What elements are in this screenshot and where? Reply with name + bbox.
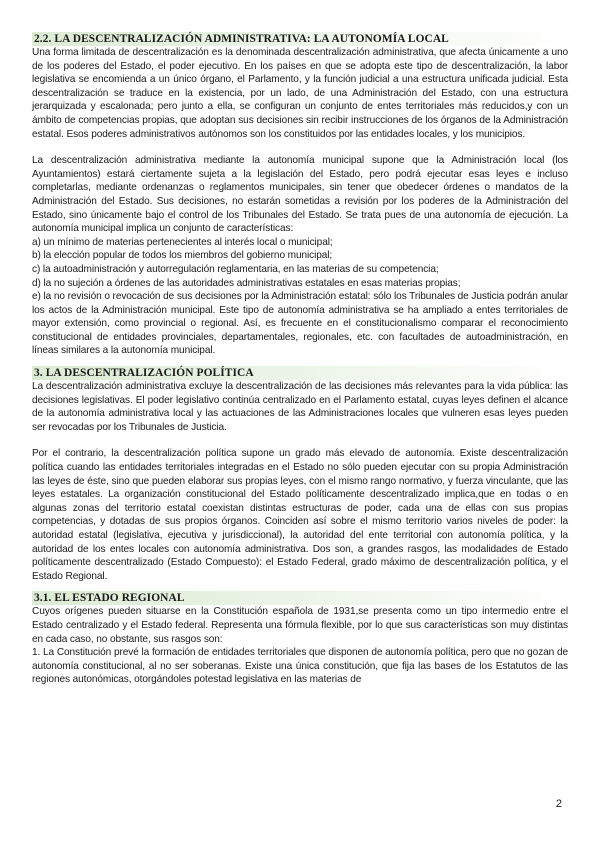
- section-heading-political: 3. LA DESCENTRALIZACIÓN POLÍTICA: [32, 366, 568, 380]
- paragraph: Una forma limitada de descentralización es la denominada descentralización administrativa, que afecta únicamente a uno de los poderes del Estado, el poder ejecutivo. En los países en que se adopta este tipo de descentralización, la labor legislativa se encomienda a un único órgano, el Parlamento, y la función judicial a una estructura unificada judicial. Esta descentralización se traduce en la existencia, por un lado, de una Administración del Estado, con una estructura jerarquizada y escalonada; pero junto a ella, se configuran un conjunto de entes territoriales más reducidos,y con un ámbito de competencias propias, que adoptan sus decisiones sin recibir instrucciones de los órganos de la Administración estatal. Esos poderes administrativos autónomos son los constituidos por las entidades locales, y los municipios.: [32, 47, 568, 140]
- list-item: d) la no sujeción a órdenes de las autoridades administrativas estatales en esas materias propias;: [32, 277, 461, 289]
- paragraph: Por el contrario, la descentralización política supone un grado más elevado de autonomía. Existe descentralización política cuando las entidades territoriales integradas en el Estado no sólo pueden ejecutar con su propia Administración las leyes de éste, sino que pueden elaborar sus propias leyes, con el mismo rango normativo, y fuerza vinculante, que las leyes estatales. La organización constitucional del Estado políticamente descentralizado implica,que en todas o en algunas zonas del territorio estatal coexistan distintas estructuras de poder, cada una de ellas con sus propias competencias, y dotadas de sus propios órganos. Coinciden así sobre el mismo territorio varios niveles de poder: la autoridad estatal (legislativa, ejecutiva y jurisdiccional), la autoridad del ente territorial con autonomía política, y la autoridad de los entes locales con autonomía administrativa. Dos son, a grandes rasgos, las modalidades de Estado políticamente descentralizado (Estado Compuesto): el Estado Federal, grado máximo de descentralización política, y el Estado Regional.: [32, 448, 568, 582]
- list-item: c) la autoadministración y autorregulación reglamentaria, en las materias de su competencia;: [32, 263, 439, 275]
- paragraph: e) la no revisión o revocación de sus decisiones por la Administración estatal: sólo los Tribunales de Justicia podrán anular los actos de la Administración municipal. Este tipo de autonomía administrativa se ha ampliado a entes territoriales de mayor extensión, como provincial o regional. Así, es frecuente en el constitucionalismo comparar el reconocimiento constitucional de entidades provinciales, departamentales, regionales, etc. con facultades de autoadministración, en líneas similares a la autonomía municipal.: [32, 291, 568, 357]
- section-heading-administrative: 2.2. LA DESCENTRALIZACIÓN ADMINISTRATIVA: LA AUTONOMÍA LOCAL: [32, 32, 568, 46]
- page-number: 2: [555, 798, 562, 810]
- paragraph: La descentralización administrativa excluye la descentralización de las decisiones más relevantes para la vida pública: las decisiones legislativas. El poder legislativo continúa centralizado en el Parlamento estatal, cuyas leyes definen el alcance de la autonomía administrativa local y las actuaciones de las Administraciones locales que vulneren esas leyes pueden ser revocadas por los Tribunales de Justicia.: [32, 381, 568, 433]
- section-heading-regional: 3.1. EL ESTADO REGIONAL: [32, 591, 568, 605]
- paragraph: La descentralización administrativa mediante la autonomía municipal supone que la Administración local (los Ayuntamientos) estará ciertamente sujeta a la legislación del Estado, pero podrá ejecutar esas leyes e incluso completarlas, mediante ordenanzas o reglamentos municipales, sin tener que obedecer órdenes o mandatos de la Administración del Estado. Sus decisiones, no estarán sometidas a revisión por los poderes de la Administración del Estado, sino únicamente bajo el control de los Tribunales del Estado. Se trata pues de una autonomía de ejecución. La autonomía municipal implica un conjunto de características:: [32, 155, 568, 235]
- paragraph: 1. La Constitución prevé la formación de entidades territoriales que disponen de autonomía política, pero que no gozan de autonomía constitucional, al no ser soberanas. Existe una única constitución, que fija las bases de los Estatutos de las regiones autonómicas, otorgándoles potestad legislativa en las materias de: [32, 647, 568, 686]
- list-item: b) la elección popular de todos los miembros del gobierno municipal;: [32, 250, 333, 262]
- page-content: [32, 32, 568, 687]
- list-item: a) un mínimo de materias pertenecientes al interés local o municipal;: [32, 236, 333, 248]
- paragraph: Cuyos orígenes pueden situarse en la Constitución española de 1931,se presenta como un tipo intermedio entre el Estado centralizado y el Estado federal. Representa una fórmula flexible, por lo que sus características son muy distintas en cada caso, no obstante, sus rasgos son:: [32, 606, 568, 645]
